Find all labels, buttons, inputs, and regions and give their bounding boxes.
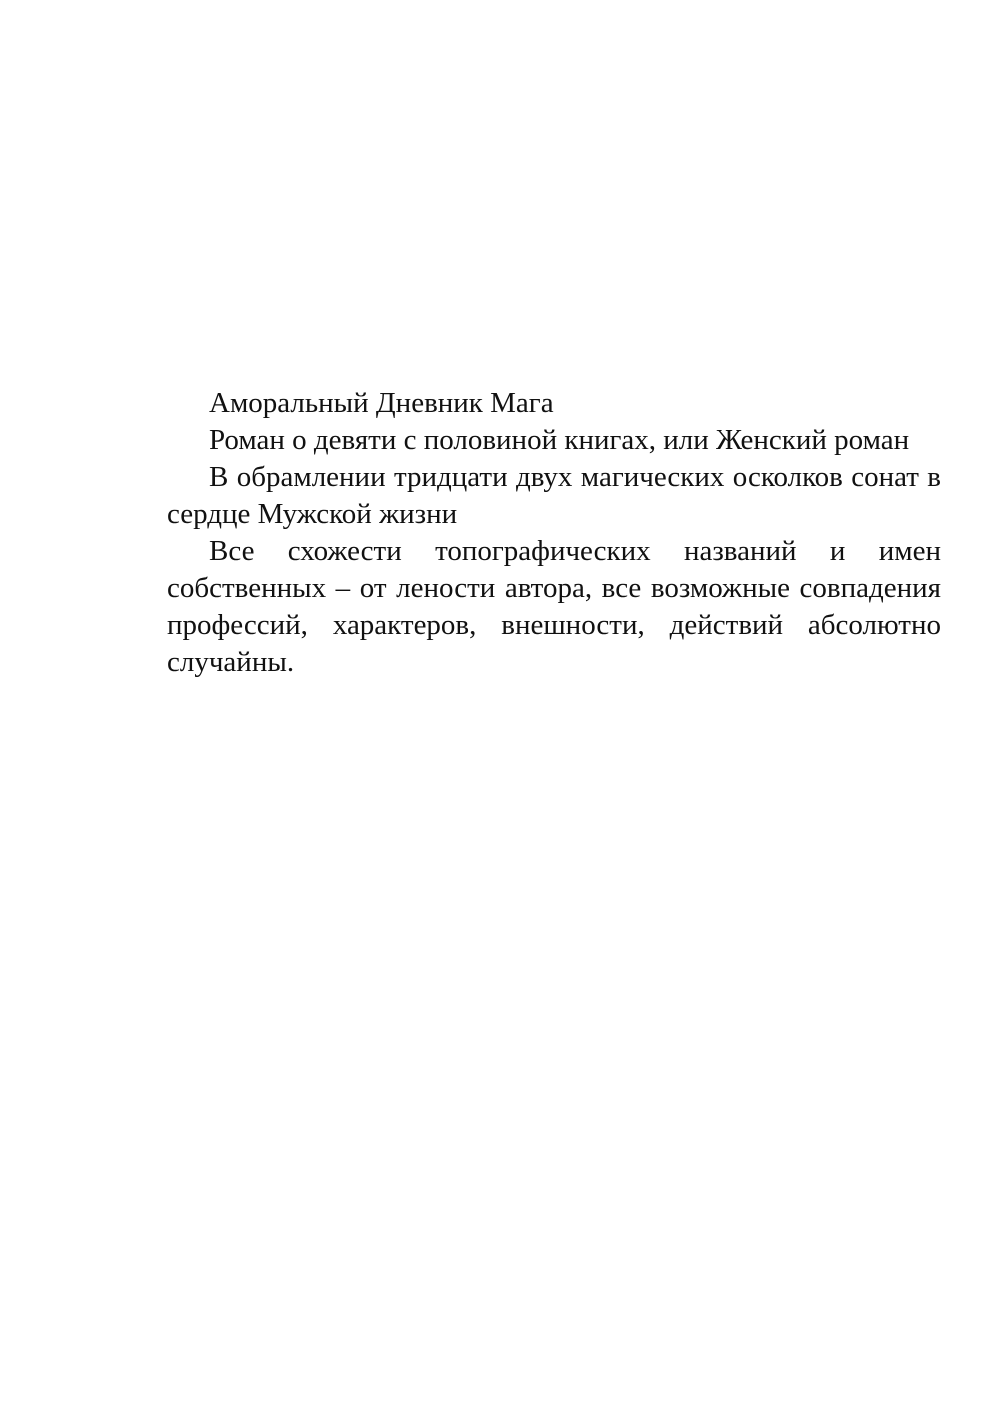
book-title: Аморальный Дневник Мага — [209, 387, 554, 419]
disclaimer-paragraph: Все схожести топографических названий и имен собственных – от лености автора, все возможные совпадения профессий, характеров, внешности, действий абсолютно случайны. — [167, 535, 941, 678]
book-subtitle: Роман о девяти с половиной книгах, или Женский роман — [209, 424, 910, 456]
book-framing-note: В обрамлении тридцати двух магических осколков сонат в сердце Мужской жизни — [167, 461, 941, 530]
front-matter-text — [167, 385, 941, 681]
